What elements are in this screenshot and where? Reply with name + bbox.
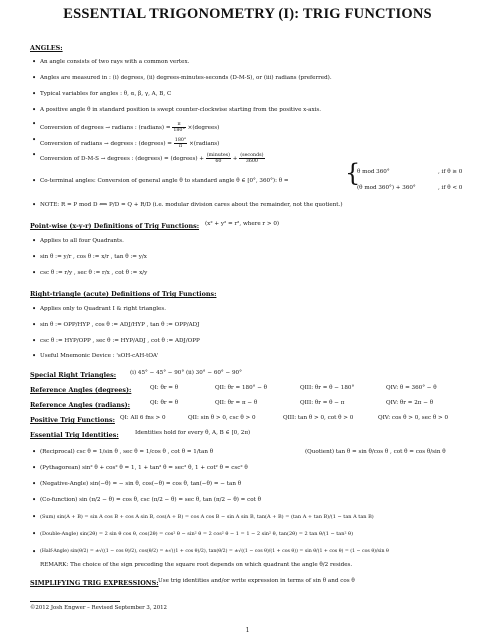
fraction-denominator: 180° — [173, 128, 185, 134]
fraction-denominator: 60 — [215, 159, 222, 165]
simplify-heading: SIMPLIFYING TRIG EXPRESSIONS: — [30, 579, 159, 587]
fraction-numerator: 180° — [174, 138, 187, 143]
rad-to-deg-tail: ×(radians) — [189, 141, 220, 148]
angles-bullet-9: • NOTE: R = P mod D ⟺ P/D = Q + R/D (i.e. modular division cares about the remainder, not the quotient.) — [40, 203, 343, 209]
positive-heading: Positive Trig Functions: — [30, 416, 115, 424]
page-title: ESSENTIAL TRIGONOMETRY (I): TRIG FUNCTIONS — [63, 6, 432, 22]
coterminal-cond-1: , if θ ≥ 0 — [438, 169, 463, 175]
dms-seconds-fraction — [239, 153, 264, 164]
fraction-numerator: (seconds) — [240, 153, 264, 158]
identities-heading: Essential Trig Identities: — [30, 431, 119, 439]
identity-half-angle: • (Half-Angle) sin(θ/2) = ±√((1 − cos θ)/2), cos(θ/2) = ±√((1 + cos θ)/2), tan(θ/2) = ±√((1 − cos θ)/(1 + cos θ)) = sin θ/(1 + cos θ) = (1 − cos θ)/sin θ — [40, 550, 389, 555]
fraction-numerator: π — [172, 122, 186, 128]
righttri-bullet-3: • csc θ := HYP/OPP , sec θ := HYP/ADJ , cot θ := ADJ/OPP — [40, 339, 200, 345]
identity-double-angle: • (Double-Angle) sin(2θ) = 2 sin θ cos θ, cos(2θ) = cos² θ − sin² θ = 2 cos² θ − 1 = 1 − 2 sin² θ, tan(2θ) = 2 tan θ/(1 − tan² θ) — [40, 532, 353, 537]
refdeg-q1: QI: θr = θ — [150, 385, 179, 391]
refdeg-q2: QII: θr = 180° − θ — [215, 385, 268, 391]
coterminal-cond-2: , if θ < 0 — [438, 185, 463, 191]
fraction-denominator: 3600 — [245, 159, 258, 165]
refdeg-heading: Reference Angles (degrees): — [30, 386, 132, 394]
refdeg-q4: QIV: θ = 360° − θ — [386, 385, 437, 391]
identity-sum: • (Sum) sin(A + B) = sin A cos B + cos A sin B, cos(A + B) = cos A cos B − sin A sin B, tan(A + B) = (tan A + tan B)/(1 − tan A tan B) — [40, 515, 374, 520]
refrad-q1: QI: θr = θ — [150, 400, 179, 406]
pointwise-bullet-1: • Applies to all four Quadrants. — [40, 239, 124, 245]
identity-negative-angle: • (Negative-Angle) sin(−θ) = − sin θ, cos(−θ) = cos θ, tan(−θ) = − tan θ — [40, 482, 241, 488]
righttri-bullet-2: • sin θ := OPP/HYP , cos θ := ADJ/HYP , tan θ := OPP/ADJ — [40, 323, 199, 329]
angles-bullet-7 — [40, 153, 265, 164]
positive-q1: QI: All 6 fns > 0 — [120, 415, 166, 421]
angles-heading: ANGLES: — [30, 44, 63, 52]
identity-cofunction: • (Co-function) sin (π/2 − θ) = cos θ, csc (π/2 − θ) = sec θ, tan (π/2 − θ) = cot θ — [40, 498, 261, 504]
pointwise-bullet-2: • sin θ := y/r , cos θ := x/r , tan θ := y/x — [40, 255, 147, 261]
footer-rule — [30, 601, 120, 602]
positive-q3: QIII: tan θ > 0, cot θ > 0 — [283, 415, 354, 421]
identities-note: Identities hold for every θ, A, B ∈ [0, 2π) — [135, 430, 251, 436]
identity-remark: REMARK: The choice of the sign preceding the square root depends on which quadrant the angle θ/2 resides. — [40, 562, 353, 568]
special-heading: Special Right Triangles: — [30, 371, 117, 379]
plus-sign: + — [232, 156, 238, 163]
angles-bullet-2: • Angles are measured in : (i) degrees, (ii) degrees-minutes-seconds (D-M-S), or (iii) radians (preferred). — [40, 76, 332, 82]
angles-bullet-5 — [40, 122, 219, 133]
positive-q2: QII: sin θ > 0, csc θ > 0 — [188, 415, 256, 421]
identity-pythagorean: • (Pythagorean) sin² θ + cos² θ = 1, 1 + tan² θ = sec² θ, 1 + cot² θ = csc² θ — [40, 466, 248, 472]
refrad-heading: Reference Angles (radians): — [30, 401, 131, 409]
page-number: 1 — [245, 627, 250, 634]
footer-copyright: ©2012 Josh Engwer – Revised September 3, 2012 — [30, 605, 167, 611]
rad-to-deg-fraction — [174, 138, 188, 149]
fraction-denominator: π — [178, 144, 183, 150]
angles-bullet-1: • An angle consists of two rays with a common vertex. — [40, 60, 189, 66]
coterminal-case-2: (θ mod 360°) + 360° — [357, 185, 416, 191]
pointwise-bullet-3: • csc θ := r/y , sec θ := r/x , cot θ := x/y — [40, 271, 147, 277]
refdeg-q3: QIII: θr = θ − 180° — [300, 385, 355, 391]
piecewise-brace: { — [345, 159, 361, 187]
angles-bullet-8: • Co-terminal angles: Conversion of general angle θ to standard angle θ ∈ [0°, 360°): θ = — [40, 179, 289, 185]
dms-text: Conversion of D-M-S → degrees : (degrees) = (degrees) + — [40, 156, 204, 163]
special-text: (i) 45° − 45° − 90° (ii) 30° − 60° − 90° — [130, 370, 242, 376]
pointwise-note: (x² + y² = r², where r > 0) — [205, 221, 280, 227]
deg-to-rad-fraction — [172, 122, 186, 133]
dms-minutes-fraction — [206, 153, 231, 164]
fraction-numerator: (minutes) — [206, 153, 230, 158]
positive-q4: QIV: cos θ > 0, sec θ > 0 — [378, 415, 449, 421]
righttri-bullet-1: • Applies only to Quadrant I & right triangles. — [40, 307, 166, 313]
identity-quotient: (Quotient) tan θ = sin θ/cos θ , cot θ = cos θ/sin θ — [305, 449, 446, 455]
coterminal-case-1: θ mod 360° — [357, 169, 390, 175]
refrad-q2: QII: θr = π − θ — [215, 400, 258, 406]
angles-bullet-6 — [40, 138, 219, 149]
deg-to-rad-tail: ×(degrees) — [187, 125, 220, 132]
righttri-heading: Right-triangle (acute) Definitions of Trig Functions: — [30, 290, 217, 298]
simplify-text: Use trig identities and/or write expression in terms of sin θ and cos θ — [158, 578, 355, 584]
refrad-q3: QIII: θr = θ − π — [300, 400, 345, 406]
refrad-q4: QIV: θr = 2π − θ — [386, 400, 434, 406]
angles-bullet-3: • Typical variables for angles : θ, α, β, γ, A, B, C — [40, 92, 171, 98]
pointwise-heading: Point-wise (x-y-r) Definitions of Trig Functions: — [30, 222, 200, 230]
identity-reciprocal: • (Reciprocal) csc θ = 1/sin θ , sec θ = 1/cos θ , cot θ = 1/tan θ — [40, 450, 213, 456]
righttri-bullet-4: • Useful Mnemonic Device : 'sOH-cAH-tOA' — [40, 354, 159, 360]
deg-to-rad-text: Conversion of degrees → radians : (radians) = — [40, 125, 171, 132]
angles-bullet-4: • A positive angle θ in standard position is swept counter-clockwise starting from the positive x-axis. — [40, 108, 321, 114]
rad-to-deg-text: Conversion of radians → degrees : (degrees) = — [40, 141, 172, 148]
